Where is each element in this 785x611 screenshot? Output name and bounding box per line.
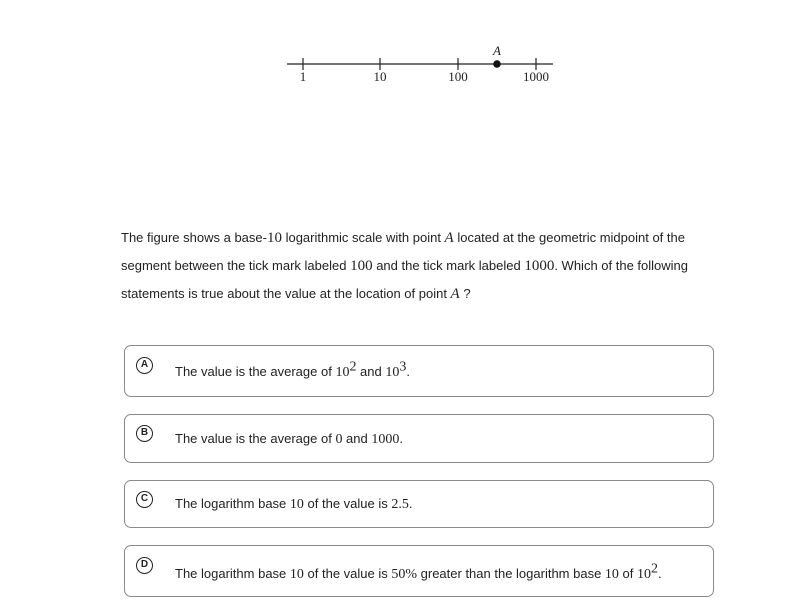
question-part: ? [459, 286, 471, 301]
choice-a[interactable] [124, 345, 714, 397]
question-part: located at the geometric midpoint of the segment between the tick mark labeled [121, 230, 685, 273]
choice-math: 10 [335, 365, 350, 380]
choice-text-part: and [356, 364, 386, 379]
choice-c-text [175, 496, 412, 513]
choice-text-part: . [399, 431, 403, 446]
point-a-dot [493, 60, 501, 68]
choice-b[interactable] [124, 414, 714, 463]
choice-d-text [175, 561, 662, 583]
question-math: 100 [350, 258, 373, 274]
choice-text-part: greater than the logarithm base [417, 566, 605, 581]
choice-b-text [175, 431, 403, 448]
choice-b-badge: B [136, 425, 153, 442]
question-text [121, 224, 691, 308]
choice-math: 10 [637, 567, 651, 582]
choice-d[interactable] [124, 545, 714, 597]
choice-d-badge: D [136, 557, 153, 574]
choice-text-part: . [658, 566, 662, 581]
question-part: and the tick mark labeled [372, 258, 525, 273]
choice-c[interactable] [124, 480, 714, 528]
choice-exponent: 2 [349, 359, 357, 375]
choice-text-part: . [408, 496, 413, 511]
point-a-label: A [493, 43, 501, 58]
choice-text-part: . [406, 364, 410, 379]
choice-math: 1000 [371, 432, 400, 447]
choice-c-badge: C [136, 491, 153, 508]
choice-exponent: 3 [399, 359, 407, 375]
choice-math: 10 [289, 497, 304, 512]
question-part: logarithmic scale with point [281, 230, 445, 245]
choice-math: 10 [604, 567, 619, 582]
choice-math: 10 [385, 365, 400, 380]
question-part: . Which of the following statements is true about the value at the location of point [121, 258, 689, 301]
choice-math: 2.5 [391, 497, 409, 512]
tick-label-1: 1 [299, 69, 307, 84]
choice-text-part: The value is the average of [175, 364, 336, 379]
choice-text-part: The logarithm base [175, 496, 290, 511]
log-scale-figure [0, 0, 785, 100]
choice-text-part: The logarithm base [175, 566, 290, 581]
question-math: A [444, 230, 454, 246]
choice-math: 10 [289, 567, 304, 582]
question-math: 10 [266, 230, 282, 246]
choice-a-text [175, 359, 410, 381]
choice-text-part: of the value is [303, 566, 392, 581]
tick-label-100: 100 [448, 69, 468, 84]
choice-math: 50% [391, 567, 418, 582]
tick-label-10: 10 [373, 69, 387, 84]
choice-math: 0 [335, 432, 343, 447]
choice-a-badge: A [136, 357, 153, 374]
question-math: A [450, 286, 460, 302]
question-math: 1000 [524, 258, 555, 274]
choice-text-part: The value is the average of [175, 431, 336, 446]
choice-exponent: 2 [651, 561, 658, 577]
choice-text-part: and [342, 431, 372, 446]
tick-label-1000: 1000 [523, 69, 549, 84]
choice-text-part: of the value is [303, 496, 392, 511]
question-part: The figure shows a base- [121, 230, 267, 245]
choice-text-part: of [618, 566, 637, 581]
